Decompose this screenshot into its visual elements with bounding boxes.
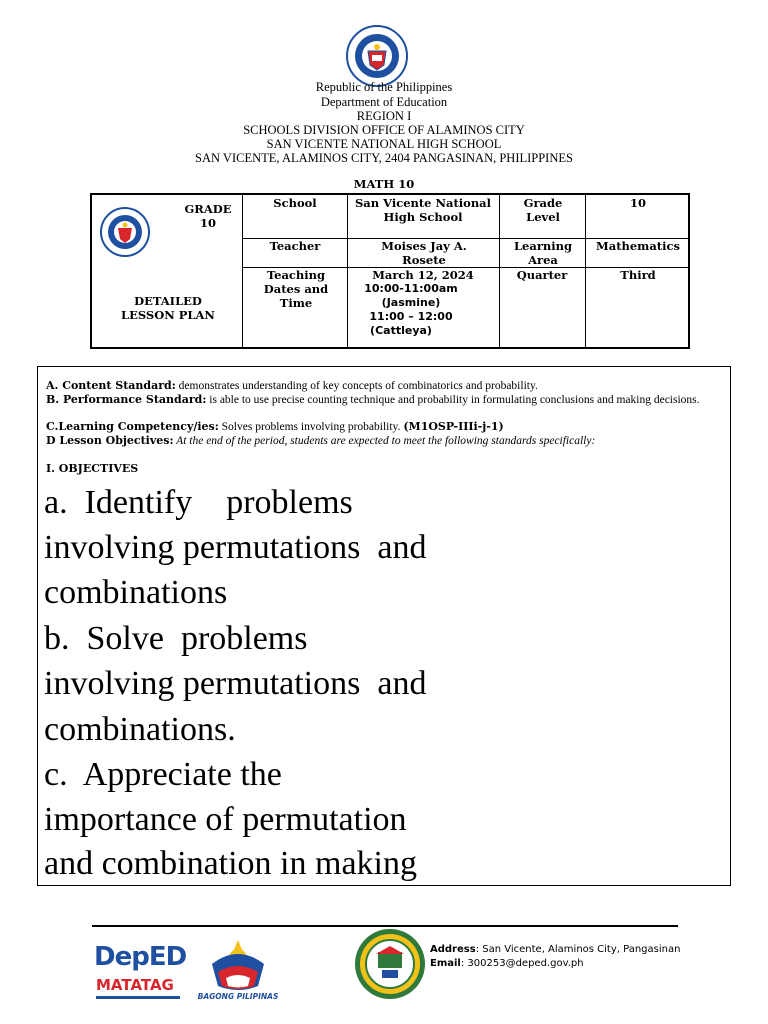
deped-matatag-logo xyxy=(92,940,192,1006)
header-division: SCHOOLS DIVISION OFFICE OF ALAMINOS CITY xyxy=(243,123,525,137)
header-school: SAN VICENTE NATIONAL HIGH SCHOOL xyxy=(266,137,502,151)
dates-label: Teaching Dates and Time xyxy=(263,268,329,310)
bagong-pilipinas-emblem-icon xyxy=(196,934,280,994)
performance-standard-text: is able to use precise counting technique and probability in formulating conclusions and making decisions. xyxy=(206,394,700,406)
bagong-pilipinas-logo xyxy=(196,934,280,1006)
header-department: Department of Education xyxy=(320,95,448,109)
objective-line: a. Identify problems xyxy=(44,484,353,521)
objective-line: combinations. xyxy=(44,711,236,748)
performance-standard xyxy=(46,394,722,407)
learning-competency-code: (M1OSP-IIIi-j-1) xyxy=(403,420,504,433)
content-standard xyxy=(46,380,722,393)
content-standard-label: A. Content Standard: xyxy=(46,379,176,392)
footer-email xyxy=(430,957,584,970)
objective-line: importance of permutation xyxy=(44,801,407,838)
deped-logo-text: DepED xyxy=(94,942,187,972)
footer-email-label: Email xyxy=(430,958,461,969)
time-slot-1: 10:00-11:00am xyxy=(364,282,458,295)
objective-line: c. Appreciate the xyxy=(44,756,282,793)
objectives-heading-text: I. OBJECTIVES xyxy=(46,462,139,475)
teacher-value: Moises Jay A. Rosete xyxy=(381,239,467,267)
learning-area-value: Mathematics xyxy=(596,239,680,253)
header-address: SAN VICENTE, ALAMINOS CITY, 2404 PANGASINAN, PHILIPPINES xyxy=(195,151,573,165)
footer-address-value: : San Vicente, Alaminos City, Pangasinan xyxy=(475,944,681,955)
bagong-pilipinas-text: BAGONG PILIPINAS xyxy=(197,992,279,1001)
quarter-value: Third xyxy=(620,268,656,282)
footer-divider xyxy=(92,925,678,927)
lesson-objectives-text: At the end of the period, students are expected to meet the following standards specifically: xyxy=(173,435,596,447)
objective-line: combinations xyxy=(44,574,228,611)
subject-title: MATH 10 xyxy=(353,177,415,191)
table-deped-seal-icon xyxy=(100,207,150,257)
footer-address-label: Address xyxy=(430,944,476,955)
footer-email-value: : 300253@deped.gov.ph xyxy=(460,958,584,969)
objective-line: and combination in making xyxy=(44,845,417,882)
learning-competency xyxy=(46,421,722,434)
date-value: March 12, 2024 xyxy=(372,268,474,282)
time-slot-2: 11:00 – 12:00 xyxy=(369,310,453,323)
learning-competency-text: Solves problems involving probability. xyxy=(218,421,404,433)
grade-level-value: 10 xyxy=(629,196,646,210)
header-republic: Republic of the Philippines xyxy=(315,80,453,94)
objective-line: b. Solve problems xyxy=(44,620,308,657)
header-region: REGION I xyxy=(356,109,412,123)
lesson-info-table xyxy=(90,193,690,349)
footer-address xyxy=(430,943,680,956)
performance-standard-label: B. Performance Standard: xyxy=(46,393,207,406)
section-1: (Jasmine) xyxy=(381,296,441,309)
lesson-objectives xyxy=(46,435,722,448)
school-value: San Vicente National High School xyxy=(354,196,492,224)
plan-type: DETAILED LESSON PLAN xyxy=(121,294,215,322)
matatag-text: MATATAG xyxy=(96,976,174,994)
learning-area-label: Learning Area xyxy=(513,239,573,267)
section-2: (Cattleya) xyxy=(370,324,432,337)
grade-level-label: Grade Level xyxy=(523,196,563,224)
objectives-heading xyxy=(46,463,722,476)
school-label: School xyxy=(273,196,317,210)
grade-number: 10 xyxy=(199,216,216,230)
deped-seal-logo xyxy=(346,25,408,87)
school-seal-logo xyxy=(354,928,426,1000)
teacher-label: Teacher xyxy=(269,239,321,253)
quarter-label: Quarter xyxy=(516,268,568,282)
lesson-objectives-label: D Lesson Objectives: xyxy=(46,434,174,447)
lesson-content-box xyxy=(37,366,731,886)
content-standard-text: demonstrates understanding of key concepts of combinatorics and probability. xyxy=(175,380,538,392)
objective-line: involving permutations and xyxy=(44,665,427,702)
objective-line: involving permutations and xyxy=(44,529,427,566)
grade-label: GRADE xyxy=(184,202,232,216)
learning-competency-label: C.Learning Competency/ies: xyxy=(46,420,219,433)
